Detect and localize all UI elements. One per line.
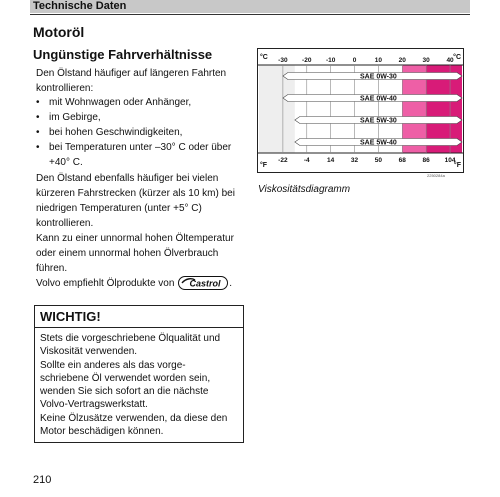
paragraph-line: oder einem unnormal hohen Ölverbrauch xyxy=(36,248,219,259)
paragraph-line: niedrigen Temperaturen (unter +5° C) xyxy=(36,203,202,214)
figure-id: 2250284a xyxy=(427,173,445,178)
chart-tick-label-fahrenheit: 50 xyxy=(374,157,383,164)
paragraph-consequence xyxy=(36,231,241,276)
volvo-recommendation-text: Volvo empfiehlt Ölprodukte von xyxy=(36,278,175,289)
chart-tick-label-celsius: 0 xyxy=(352,57,357,64)
paragraph-short-trips xyxy=(36,171,241,231)
chart-tick-label-fahrenheit: 14 xyxy=(327,157,335,164)
chart-unit-celsius-right: °C xyxy=(453,54,461,61)
chart-tick-label-fahrenheit: -22 xyxy=(278,157,288,164)
chart-tick-label-fahrenheit: 104 xyxy=(444,157,456,164)
list-item-text: • bei Temperaturen unter –30° C oder über xyxy=(49,142,232,153)
list-item-text: +40° C. xyxy=(49,157,83,168)
warning-paragraph xyxy=(40,359,238,411)
list-item xyxy=(36,110,246,125)
warning-box xyxy=(34,305,244,443)
chart-unit-fahrenheit-left: °F xyxy=(260,162,268,169)
chart-tick-label-fahrenheit: 32 xyxy=(350,157,359,164)
castrol-logo xyxy=(178,276,228,290)
chart-tick-label-celsius: 40 xyxy=(446,57,454,64)
chart-unit-fahrenheit-right: °F xyxy=(453,162,461,169)
intro-paragraph xyxy=(36,66,241,96)
list-item xyxy=(36,125,246,140)
warning-paragraph xyxy=(40,332,238,358)
header-title: Technische Daten xyxy=(33,0,127,12)
section-title: Motoröl xyxy=(33,24,85,40)
paragraph-line: Den Ölstand ebenfalls häufiger bei vielen xyxy=(36,173,219,184)
paragraph-line: kontrollieren. xyxy=(36,218,94,229)
list-item xyxy=(36,140,246,170)
chart-tick-label-fahrenheit: -4 xyxy=(303,157,310,164)
warning-line: Stets die vorgeschriebene Ölqualität und xyxy=(40,333,221,344)
list-item-text: bei hohen Geschwindigkeiten, xyxy=(49,127,183,138)
chart-series-label: SAE 5W-40 xyxy=(359,139,397,147)
list-item xyxy=(36,95,246,110)
paragraph-line: führen. xyxy=(36,263,68,274)
viscosity-chart xyxy=(257,48,464,173)
list-item-text: im Gebirge, xyxy=(49,112,101,123)
chart-tick-label-fahrenheit: 68 xyxy=(398,157,406,164)
paragraph-line: kürzeren Fahrstrecken (kürzer als 10 km) bei xyxy=(36,188,235,199)
warning-line: Sollte ein anderes als das vorge- xyxy=(40,360,186,371)
chart-tick-label-celsius: -30 xyxy=(278,57,288,64)
conditions-list xyxy=(36,95,246,170)
diagram-caption: Viskositätsdiagramm xyxy=(258,184,351,195)
warning-line: wenden Sie sich sofort an die nächste xyxy=(40,386,209,397)
chart-series-label: SAE 0W-40 xyxy=(359,95,397,103)
warning-paragraph xyxy=(40,412,238,438)
warning-line: Motor beschädigen können. xyxy=(40,426,164,437)
volvo-recommendation-end: . xyxy=(229,278,232,289)
header-rule xyxy=(30,14,470,15)
chart-tick-label-celsius: -20 xyxy=(302,57,312,64)
subsection-title: Ungünstige Fahrverhältnisse xyxy=(33,47,213,62)
chart-series-label: SAE 0W-30 xyxy=(359,73,397,81)
intro-line: kontrollieren: xyxy=(36,83,94,94)
warning-line: schriebene Öl verwendet worden sein, xyxy=(40,373,211,384)
page-number: 210 xyxy=(33,474,52,486)
volvo-recommendation xyxy=(36,276,251,291)
warning-divider xyxy=(35,327,243,328)
warning-line: Volvo-Vertragswerkstatt. xyxy=(40,399,148,410)
chart-series-label: SAE 5W-30 xyxy=(359,117,397,125)
warning-title: WICHTIG! xyxy=(40,309,101,324)
list-item-text: mit Wohnwagen oder Anhänger, xyxy=(49,97,192,108)
warning-line: Keine Ölzusätze verwenden, da diese den xyxy=(40,413,228,424)
warning-line: Viskosität verwenden. xyxy=(40,346,138,357)
chart-unit-celsius-left: °C xyxy=(260,54,268,61)
chart-tick-label-celsius: 10 xyxy=(374,57,383,64)
chart-tick-label-fahrenheit: 86 xyxy=(422,157,430,164)
castrol-logo-text: Castrol xyxy=(189,278,221,289)
chart-tick-label-celsius: 20 xyxy=(398,57,406,64)
chart-tick-label-celsius: 30 xyxy=(422,57,430,64)
intro-line: Den Ölstand häufiger auf längeren Fahrten xyxy=(36,68,227,79)
paragraph-line: Kann zu einer unnormal hohen Öltemperatur xyxy=(36,233,234,244)
chart-tick-label-celsius: -10 xyxy=(325,57,336,64)
